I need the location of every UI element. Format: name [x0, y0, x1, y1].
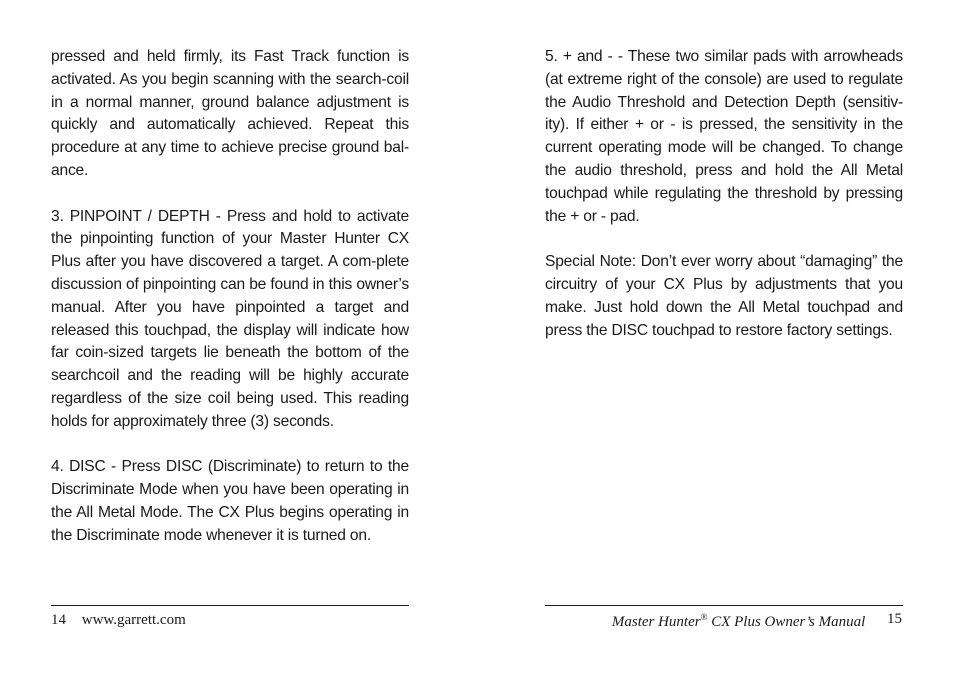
right-footer-rule [545, 605, 903, 606]
manual-title-rest: CX Plus Owner’s Manual [707, 614, 866, 630]
registered-mark: ® [700, 612, 708, 622]
paragraph-fast-track-continuation: pressed and held firmly, its Fast Track function is activated. As you begin scanning with the search-coil in a normal manner, ground balance adjustment is quickly and automatically achieved. Repeat this procedure at any time to achieve precise ground bal-ance. [51, 48, 409, 179]
manual-title-brand: Master Hunter [611, 614, 701, 630]
right-page-number: 15 [887, 611, 902, 627]
right-footer [612, 609, 902, 629]
paragraph-disc: 4. DISC - Press DISC (Discriminate) to return to the Discriminate Mode when you have been operating in the All Metal Mode. The CX Plus begins operating in the Discriminate mode whenever it is turned on. [51, 458, 409, 544]
left-footer [51, 610, 186, 630]
right-page [477, 0, 954, 682]
left-page-number: 14 [51, 612, 66, 628]
left-text-column [51, 46, 409, 548]
paragraph-plus-minus: 5. + and - - These two similar pads with arrowheads (at extreme right of the console) are used to regulate the Audio Threshold and Detection Depth (sensitiv-ity). If either + or - is pressed, the sensitivity in the current operating mode will be changed. To change the audio threshold, press and hold the All Metal touchpad while regulating the threshold by pressing the + or - pad. [545, 48, 903, 225]
paragraph-pinpoint-depth: 3. PINPOINT / DEPTH - Press and hold to activate the pinpointing function of your Master Hunter CX Plus after you have discovered a target. A com-plete discussion of pinpointing can be found in this owner’s manual. After you have pinpointed a target and released this touchpad, the display will indicate how far coin-sized targets lie beneath the bottom of the searchcoil and the reading will be highly accurate regardless of the size coil being used. This reading holds for approximately three (3) seconds. [51, 207, 409, 430]
website-link[interactable]: www.garrett.com [81, 612, 186, 628]
right-text-column [545, 46, 903, 342]
manual-title [612, 614, 865, 630]
paragraph-special-note: Special Note: Don’t ever worry about “damaging” the circuitry of your CX Plus by adjustments that you make. Just hold down the All Metal touchpad and press the DISC touchpad to restore factory settings. [545, 253, 903, 339]
left-footer-rule [51, 605, 409, 606]
